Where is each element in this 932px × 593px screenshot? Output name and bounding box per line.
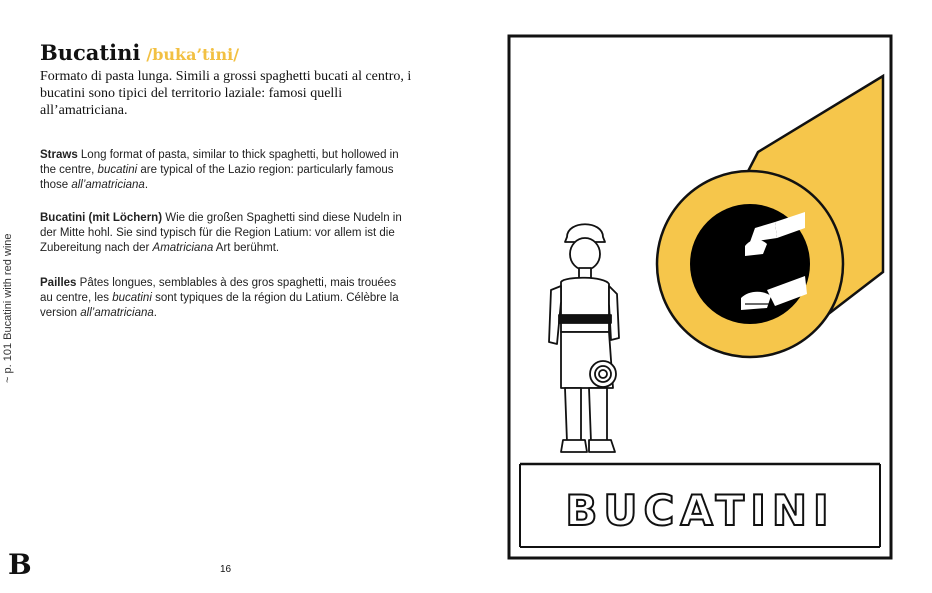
term-french: Pailles <box>40 277 77 289</box>
recipe-cross-reference[interactable]: ~ p. 101 Bucatini with red wine <box>2 233 14 383</box>
entry-title: Bucatini <box>40 40 141 65</box>
text-part: . <box>153 307 157 319</box>
text-part: are typical of the Lazio region: particularly famous those <box>40 164 394 191</box>
translation-english <box>40 148 410 193</box>
term-german: Bucatini (mit Löchern) <box>40 212 163 224</box>
page-number: 16 <box>220 564 232 575</box>
translation-german <box>40 211 410 256</box>
entry-phonetic: /buka’tini/ <box>146 45 240 64</box>
text-emphasis: Amatriciana <box>152 242 214 254</box>
text-part: sont typiques de la région du Latium. Célèbre la version <box>40 292 399 319</box>
section-letter: B <box>8 548 32 581</box>
illustration-caption: BUCATINI <box>565 486 835 535</box>
text-emphasis: all’amatriciana <box>71 179 145 191</box>
text-part: . <box>144 179 149 191</box>
text-part: Pâtes longues, semblables à des gros spaghetti, mais trouées au centre, les <box>40 277 397 304</box>
text-emphasis: bucatini <box>112 292 152 304</box>
entry-title-line <box>40 40 239 65</box>
term-english: Straws <box>40 149 78 161</box>
italian-description: Formato di pasta lunga. Simili a grossi spaghetti bucati al centro, i bucatini sono tipici del territorio laziale: famosi quelli all’amatriciana. <box>40 69 412 118</box>
text-emphasis: all’amatriciana <box>80 307 154 319</box>
text-emphasis: bucatini <box>97 164 138 176</box>
text-part: Art berühmt. <box>213 242 280 254</box>
text-part: Wie die großen Spaghetti sind diese Nudeln in der Mitte hohl. Sie sind typisch für die Region Latium: vor allem ist die Zubereitung nach der <box>40 212 402 254</box>
text-part: Long format of pasta, similar to thick spaghetti, but hollowed in the centre, <box>40 149 399 176</box>
bucatini-illustration <box>505 32 895 562</box>
translation-french <box>40 276 410 321</box>
